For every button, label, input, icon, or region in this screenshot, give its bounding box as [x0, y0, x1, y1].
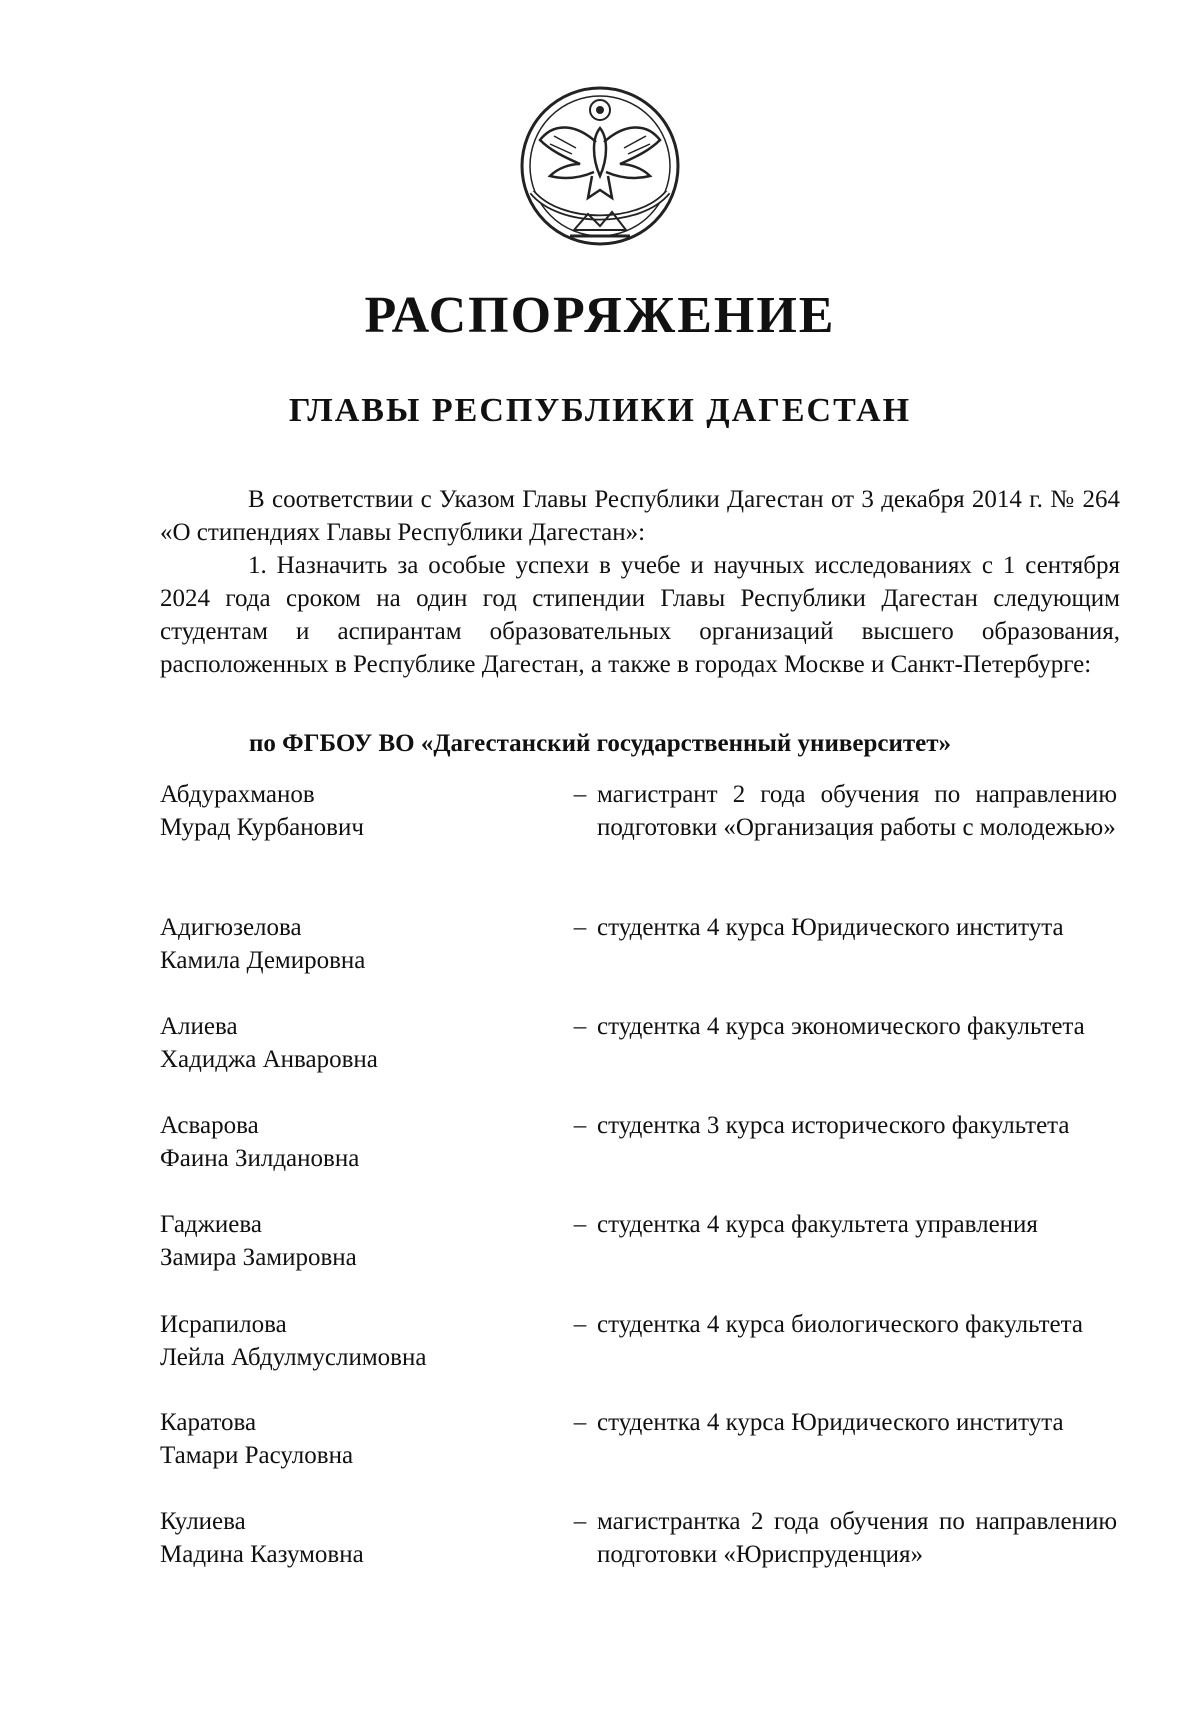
student-name	[160, 1010, 540, 1076]
dash: –	[573, 1508, 587, 1535]
student-description: студентка 4 курса экономического факультета	[597, 1013, 1085, 1040]
student-given-names: Фаина Зилдановна	[160, 1145, 360, 1172]
student-description: студентка 4 курса Юридического института	[597, 1409, 1064, 1436]
student-given-names: Замира Замировна	[160, 1244, 357, 1271]
student-name	[160, 1308, 540, 1374]
student-description: магистрантка 2 года обучения по направлению подготовки «Юриспруденция»	[597, 1508, 1117, 1568]
student-surname: Гаджиева	[160, 1211, 262, 1238]
student-surname: Адигюзелова	[160, 914, 302, 941]
student-surname: Исрапилова	[160, 1311, 287, 1338]
student-given-names: Хадиджа Анваровна	[160, 1046, 378, 1073]
dash: –	[573, 1409, 587, 1436]
student-surname: Асварова	[160, 1112, 259, 1139]
student-given-names: Тамари Расуловна	[160, 1442, 354, 1469]
student-name	[160, 1208, 540, 1274]
student-given-names: Мурад Курбанович	[160, 814, 364, 841]
intro-text	[160, 483, 1120, 681]
student-surname: Алиева	[160, 1013, 238, 1040]
dash: –	[573, 914, 587, 941]
student-surname: Каратова	[160, 1409, 257, 1436]
dash: –	[573, 781, 587, 808]
student-given-names: Камила Демировна	[160, 947, 366, 974]
student-given-names: Мадина Казумовна	[160, 1541, 364, 1568]
university-heading: по ФГБОУ ВО «Дагестанский государственный университет»	[248, 730, 952, 757]
student-given-names: Лейла Абдулмуслимовна	[160, 1344, 427, 1371]
dash: –	[573, 1311, 587, 1338]
student-name	[160, 1109, 540, 1175]
dash: –	[573, 1013, 587, 1040]
student-description: магистрант 2 года обучения по направлению подготовки «Организация работы с молодежью»	[597, 781, 1117, 841]
student-description: студентка 4 курса факультета управления	[597, 1211, 1038, 1238]
student-name	[160, 1406, 540, 1472]
coat-of-arms-icon	[510, 80, 690, 252]
intro-paragraph-order: 1. Назначить за особые успехи в учебе и научных исследованиях с 1 сентября 2024 года сроком на один год стипендии Главы Республики Дагестан следующим студентам и аспирантам образовательных организаций высшего образования, расположенных в Республике Дагестан, а также в городах Москве и Санкт-Петербурге:	[160, 552, 1120, 678]
dash: –	[573, 1112, 587, 1139]
student-description: студентка 4 курса биологического факультета	[597, 1311, 1083, 1338]
student-name	[160, 911, 540, 977]
student-surname: Абдурахманов	[160, 781, 315, 808]
document-subtitle: ГЛАВЫ РЕСПУБЛИКИ ДАГЕСТАН	[288, 392, 912, 429]
student-surname: Кулиева	[160, 1508, 246, 1535]
student-description: студентка 4 курса Юридического института	[597, 914, 1064, 941]
dash: –	[573, 1211, 587, 1238]
student-description: студентка 3 курса исторического факультета	[597, 1112, 1070, 1139]
student-name	[160, 1505, 540, 1571]
student-name	[160, 778, 540, 844]
intro-paragraph-decree: В соответствии с Указом Главы Республики Дагестан от 3 декабря 2014 г. № 264 «О стипендиях Главы Республики Дагестан»:	[160, 486, 1120, 546]
document-title: РАСПОРЯЖЕНИЕ	[364, 287, 836, 344]
